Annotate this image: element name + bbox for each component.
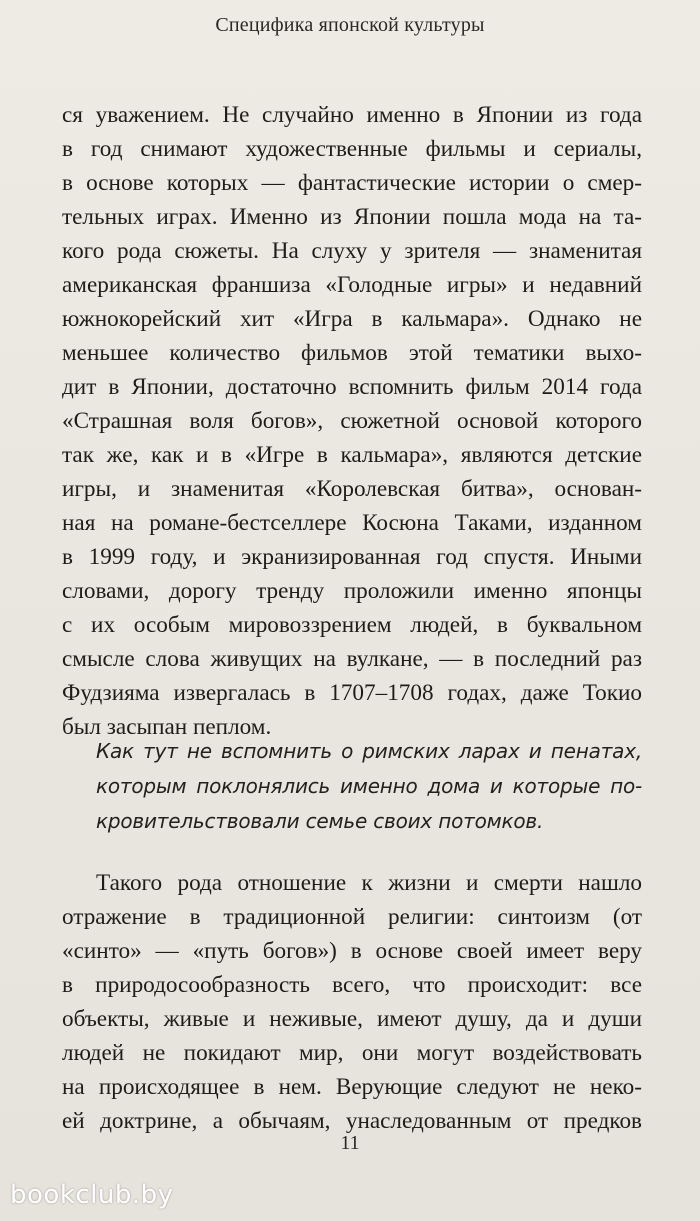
quote-line: которым поклонялись именно дома и которые по- — [96, 774, 642, 798]
text-line: ей доктрине, а обычаям, унаследованным от предков — [62, 1108, 642, 1134]
text-line: объекты, живые и неживые, имеют душу, да и души — [62, 1006, 642, 1032]
text-line: кого рода сюжеты. На слуху у зрителя — знаменитая — [62, 238, 642, 264]
text-line: так же, как и в «Игре в кальмара», являются детские — [62, 442, 642, 468]
text-line: игры, и знаменитая «Королевская битва», основан- — [62, 476, 642, 502]
text-line: отражение в традиционной религии: синтоизм (от — [62, 904, 642, 930]
text-line: в 1999 году, и экранизированная год спустя. Иными — [62, 544, 642, 570]
running-head: Специфика японской культуры — [215, 14, 485, 36]
text-line: ная на романе-бестселлере Косюна Таками, изданном — [62, 510, 642, 536]
text-line: американская франшиза «Голодные игры» и недавний — [62, 272, 642, 298]
quote-line: Как тут не вспомнить о римских ларах и пенатах, — [96, 739, 642, 763]
text-line: на происходящее в нем. Верующие следуют не неко- — [62, 1074, 642, 1100]
text-line: с их особым мировоззрением людей, в буквальном — [62, 612, 642, 638]
text-line: словами, дорогу тренду проложили именно японцы — [62, 578, 642, 604]
text-line: Фудзияма извергалась в 1707–1708 годах, даже Токио — [62, 680, 642, 706]
text-line: в природосообразность всего, что происходит: все — [62, 972, 642, 998]
paragraph-2 — [62, 866, 642, 1138]
quote-line: кровительствовали семье своих потомков. — [96, 809, 544, 833]
text-line: «синто» — «путь богов») в основе своей имеет веру — [62, 938, 642, 964]
text-line: дит в Японии, достаточно вспомнить фильм 2014 года — [62, 374, 642, 400]
text-line: южнокорейский хит «Игра в кальмара». Однако не — [62, 306, 642, 332]
text-line: был засыпан пеплом. — [62, 714, 272, 740]
text-line: смысле слова живущих на вулкане, — в последний раз — [62, 646, 642, 672]
text-line: Такого рода отношение к жизни и смерти нашло — [96, 870, 642, 896]
text-line: в основе которых — фантастические истории о смер- — [62, 170, 642, 196]
block-quote — [96, 734, 642, 839]
text-line: «Страшная воля богов», сюжетной основой которого — [62, 408, 642, 434]
page-number: 11 — [340, 1132, 360, 1154]
text-line: меньшее количество фильмов этой тематики выхо- — [62, 340, 642, 366]
text-line: ся уважением. Не случайно именно в Японии из года — [62, 102, 642, 128]
text-line: людей не покидают мир, они могут воздействовать — [62, 1040, 642, 1066]
text-line: тельных играх. Именно из Японии пошла мода на та- — [62, 204, 642, 230]
paragraph-1 — [62, 98, 642, 744]
watermark: bookclub.by — [10, 1180, 174, 1210]
text-line: в год снимают художественные фильмы и сериалы, — [62, 136, 642, 162]
